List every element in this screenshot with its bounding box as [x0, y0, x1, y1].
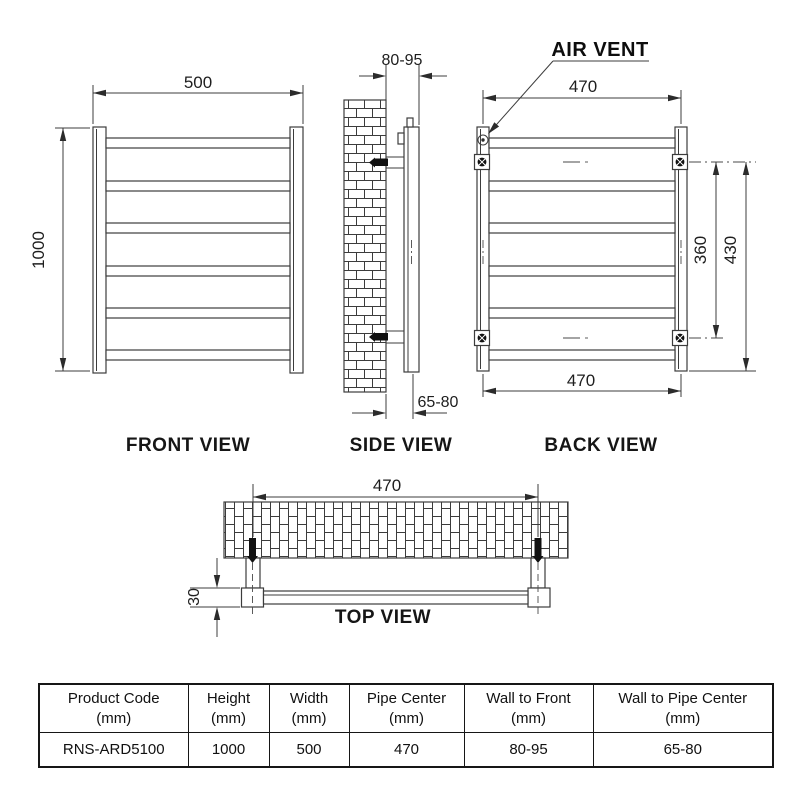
col-header-height: Height (mm) [188, 684, 269, 733]
front-width-value: 500 [183, 73, 213, 92]
back-view-label: BACK VIEW [544, 435, 658, 456]
table-data-row [39, 733, 773, 768]
top-right-end-block [528, 588, 550, 607]
front-view-label: FRONT VIEW [125, 435, 251, 456]
front-right-rail [290, 127, 303, 373]
air-vent-label: AIR VENT [551, 39, 649, 61]
top-wall-brick [224, 502, 568, 558]
col-header-pipe-center: Pipe Center (mm) [349, 684, 464, 733]
cell-wall-to-front: 80-95 [464, 733, 593, 768]
top-cross-bar [264, 591, 529, 604]
cell-width: 500 [269, 733, 349, 768]
bracket-top-right [673, 155, 688, 170]
col-header-wall-to-front: Wall to Front (mm) [464, 684, 593, 733]
cell-product-code: RNS-ARD5100 [39, 733, 188, 768]
col-header-width: Width (mm) [269, 684, 349, 733]
back-pipe-center-top-value: 470 [568, 77, 598, 96]
side-wall-to-pipe-value: 65-80 [417, 394, 459, 411]
cell-wall-to-pipe-center: 65-80 [593, 733, 773, 768]
bracket-bottom-left [475, 331, 490, 346]
back-pipe-center-bottom-value: 470 [566, 371, 596, 390]
bracket-top-left [475, 155, 490, 170]
top-view-label: TOP VIEW [334, 607, 432, 628]
col-header-wall-to-pipe-center: Wall to Pipe Center (mm) [593, 684, 773, 733]
side-wall-brick [344, 100, 386, 392]
top-depth-value: 30 [186, 588, 203, 606]
top-left-standoff [246, 558, 260, 588]
back-bracket-to-base-value: 430 [721, 235, 740, 265]
side-view-label: SIDE VIEW [349, 435, 453, 456]
table-header-row [39, 684, 773, 733]
front-left-rail [93, 127, 106, 373]
back-bracket-spacing-value: 360 [691, 235, 710, 265]
side-bottom-fixing-bolt [374, 333, 388, 341]
cell-pipe-center: 470 [349, 733, 464, 768]
side-vent-tab [398, 133, 404, 144]
top-pipe-center-value: 470 [372, 476, 402, 495]
specification-table [38, 683, 774, 768]
bracket-bottom-right [673, 331, 688, 346]
side-air-vent-nub [407, 118, 413, 127]
side-top-fixing-bolt [374, 159, 388, 167]
cell-height: 1000 [188, 733, 269, 768]
side-wall-to-front-value: 80-95 [381, 52, 423, 69]
front-height-value: 1000 [29, 231, 48, 269]
col-header-product-code: Product Code (mm) [39, 684, 188, 733]
